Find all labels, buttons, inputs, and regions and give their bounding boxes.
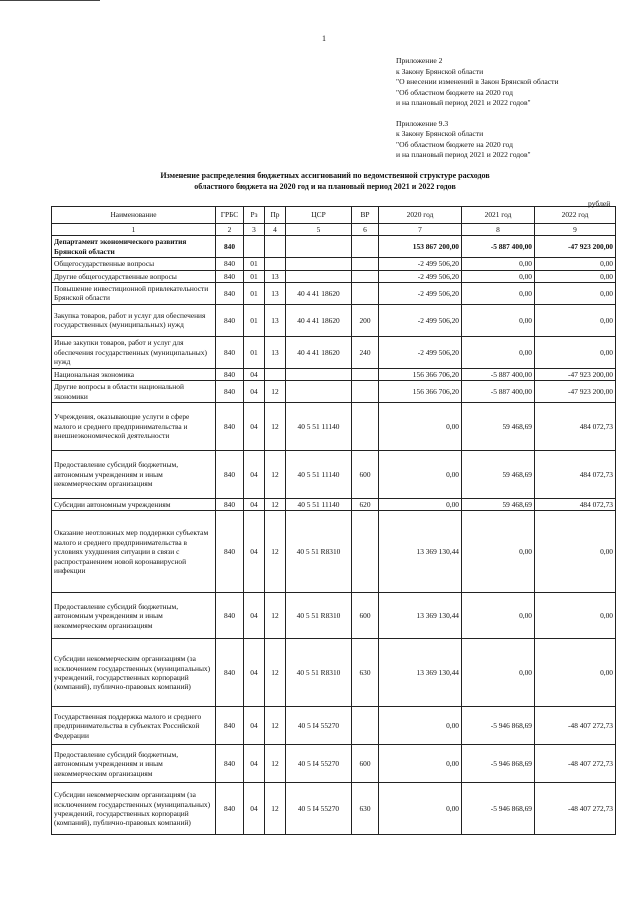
row-csr-cell: 40 4 41 18620	[286, 336, 352, 368]
row-y2022-cell: -48 407 272,73	[535, 707, 616, 745]
header-cell: Наименование	[52, 207, 216, 224]
row-y2020-cell: -2 499 506,20	[379, 283, 462, 305]
row-y2021-cell: -5 946 868,69	[462, 707, 535, 745]
row-vr-cell	[352, 368, 379, 380]
row-name-cell: Повышение инвестиционной привлекательности Брянской области	[52, 283, 216, 305]
row-y2022-cell: -47 923 200,00	[535, 368, 616, 380]
column-number: 4	[265, 224, 286, 236]
row-y2021-cell: 0,00	[462, 593, 535, 639]
row-rz-cell: 04	[244, 639, 265, 707]
appendix-line: "Об областном бюджете на 2020 год	[396, 87, 513, 97]
appendix-block	[396, 56, 626, 161]
row-vr-cell	[352, 511, 379, 593]
row-vr-cell: 240	[352, 336, 379, 368]
row-y2022-cell: -47 923 200,00	[535, 236, 616, 258]
appendix-line: "Об областном бюджете на 2020 год	[396, 139, 513, 149]
row-rz-cell: 04	[244, 368, 265, 380]
row-vr-cell: 600	[352, 451, 379, 499]
row-csr-cell	[286, 270, 352, 282]
row-vr-cell: 630	[352, 783, 379, 835]
row-pr-cell: 12	[265, 593, 286, 639]
appendix-line: "О внесении изменений в Закон Брянской области	[396, 77, 559, 86]
row-name-cell: Общегосударственные вопросы	[52, 258, 216, 270]
column-number: 6	[352, 224, 379, 236]
row-vr-cell	[352, 403, 379, 451]
row-rz-cell: 01	[244, 283, 265, 305]
row-grbs-cell: 840	[216, 381, 244, 403]
row-y2020-cell: 13 369 130,44	[379, 511, 462, 593]
row-pr-cell: 12	[265, 745, 286, 783]
header-cell: 2022 год	[535, 207, 616, 224]
column-number: 9	[535, 224, 616, 236]
row-csr-cell: 40 5 51 R8310	[286, 593, 352, 639]
row-csr-cell: 40 4 41 18620	[286, 283, 352, 305]
row-y2020-cell: -2 499 506,20	[379, 304, 462, 336]
table-row	[52, 639, 616, 707]
row-grbs-cell: 840	[216, 593, 244, 639]
appendix-line: и на плановый период 2021 и 2022 годов"	[396, 150, 531, 159]
row-pr-cell: 12	[265, 511, 286, 593]
row-name-cell: Государственная поддержка малого и среднего предпринимательства в субъектах Российской Федерации	[52, 707, 216, 745]
row-grbs-cell: 840	[216, 258, 244, 270]
column-number-row	[52, 224, 616, 236]
table-row	[52, 368, 616, 380]
row-y2021-cell: -5 887 400,00	[462, 381, 535, 403]
column-number: 1	[52, 224, 216, 236]
row-grbs-cell: 840	[216, 270, 244, 282]
row-y2020-cell: 0,00	[379, 499, 462, 511]
row-grbs-cell: 840	[216, 511, 244, 593]
row-grbs-cell: 840	[216, 283, 244, 305]
row-grbs-cell: 840	[216, 707, 244, 745]
row-y2022-cell: 484 072,73	[535, 499, 616, 511]
row-pr-cell: 13	[265, 336, 286, 368]
row-y2022-cell: 0,00	[535, 258, 616, 270]
row-vr-cell	[352, 270, 379, 282]
row-pr-cell	[265, 236, 286, 258]
appendix-line: к Закону Брянской области	[396, 66, 484, 76]
row-csr-cell: 40 5 I4 55270	[286, 783, 352, 835]
row-csr-cell	[286, 381, 352, 403]
row-name-cell: Другие общегосударственные вопросы	[52, 270, 216, 282]
budget-table	[51, 206, 616, 835]
row-name-cell: Оказание неотложных мер поддержки субъектам малого и среднего предпринимательства в условиях ухудшения ситуации в связи с распространением новой коронавирусной инфекции	[52, 511, 216, 593]
header-cell: 2021 год	[462, 207, 535, 224]
row-rz-cell: 01	[244, 270, 265, 282]
row-y2020-cell: 156 366 706,20	[379, 381, 462, 403]
row-pr-cell: 13	[265, 283, 286, 305]
row-pr-cell: 12	[265, 499, 286, 511]
row-vr-cell	[352, 258, 379, 270]
row-name-cell: Предоставление субсидий бюджетным, автономным учреждениям и иным некоммерческим организациям	[52, 451, 216, 499]
row-grbs-cell: 840	[216, 499, 244, 511]
row-csr-cell	[286, 368, 352, 380]
column-number: 2	[216, 224, 244, 236]
row-vr-cell: 600	[352, 593, 379, 639]
row-y2021-cell: 0,00	[462, 511, 535, 593]
row-grbs-cell: 840	[216, 368, 244, 380]
row-pr-cell: 12	[265, 639, 286, 707]
table-row	[52, 283, 616, 305]
table-row	[52, 451, 616, 499]
header-cell: Рз	[244, 207, 265, 224]
row-pr-cell: 12	[265, 381, 286, 403]
row-pr-cell: 13	[265, 304, 286, 336]
row-y2021-cell: -5 887 400,00	[462, 368, 535, 380]
header-cell: ЦСР	[286, 207, 352, 224]
row-y2021-cell: 59 468,69	[462, 403, 535, 451]
row-y2021-cell: 59 468,69	[462, 499, 535, 511]
row-csr-cell: 40 5 I4 55270	[286, 745, 352, 783]
column-number: 7	[379, 224, 462, 236]
row-rz-cell	[244, 236, 265, 258]
table-row	[52, 745, 616, 783]
title-line: областного бюджета на 2020 год и на плановый период 2021 и 2022 годов	[194, 182, 456, 191]
row-y2021-cell: 0,00	[462, 258, 535, 270]
row-pr-cell	[265, 368, 286, 380]
header-cell: 2020 год	[379, 207, 462, 224]
row-y2020-cell: 13 369 130,44	[379, 593, 462, 639]
row-rz-cell: 04	[244, 783, 265, 835]
row-y2021-cell: -5 946 868,69	[462, 783, 535, 835]
row-y2022-cell: 0,00	[535, 511, 616, 593]
row-y2021-cell: 0,00	[462, 283, 535, 305]
row-pr-cell	[265, 258, 286, 270]
row-csr-cell: 40 5 51 11140	[286, 451, 352, 499]
row-rz-cell: 01	[244, 336, 265, 368]
header-cell: Пр	[265, 207, 286, 224]
row-name-cell: Департамент экономического развития Брянской области	[52, 236, 216, 258]
header-cell: ВР	[352, 207, 379, 224]
row-name-cell: Иные закупки товаров, работ и услуг для обеспечения государственных (муниципальных) нужд	[52, 336, 216, 368]
row-y2022-cell: 0,00	[535, 283, 616, 305]
row-rz-cell: 04	[244, 451, 265, 499]
appendix-line: Приложение 9.3	[396, 118, 449, 128]
row-y2020-cell: -2 499 506,20	[379, 270, 462, 282]
row-rz-cell: 01	[244, 304, 265, 336]
row-y2022-cell: 0,00	[535, 270, 616, 282]
row-name-cell: Другие вопросы в области национальной экономики	[52, 381, 216, 403]
row-pr-cell: 12	[265, 707, 286, 745]
row-y2022-cell: -48 407 272,73	[535, 783, 616, 835]
row-grbs-cell: 840	[216, 236, 244, 258]
row-pr-cell: 12	[265, 451, 286, 499]
table-row	[52, 593, 616, 639]
document-title	[120, 170, 530, 192]
row-name-cell: Предоставление субсидий бюджетным, автономным учреждениям и иным некоммерческим организациям	[52, 745, 216, 783]
row-rz-cell: 04	[244, 403, 265, 451]
row-rz-cell: 04	[244, 745, 265, 783]
appendix-line: и на плановый период 2021 и 2022 годов"	[396, 98, 531, 107]
row-y2022-cell: 0,00	[535, 593, 616, 639]
row-y2021-cell: -5 946 868,69	[462, 745, 535, 783]
row-vr-cell	[352, 381, 379, 403]
row-name-cell: Национальная экономика	[52, 368, 216, 380]
row-name-cell: Закупка товаров, работ и услуг для обеспечения государственных (муниципальных) нужд	[52, 304, 216, 336]
row-csr-cell: 40 5 51 R8310	[286, 639, 352, 707]
row-rz-cell: 04	[244, 511, 265, 593]
row-rz-cell: 04	[244, 593, 265, 639]
table-row	[52, 336, 616, 368]
row-csr-cell	[286, 258, 352, 270]
row-csr-cell: 40 5 I4 55270	[286, 707, 352, 745]
row-y2022-cell: 0,00	[535, 304, 616, 336]
row-grbs-cell: 840	[216, 451, 244, 499]
row-name-cell: Субсидии некоммерческим организациям (за исключением государственных (муниципальных) учреждений, государственных корпораций (компаний), публично-правовых компаний)	[52, 639, 216, 707]
row-y2022-cell: -48 407 272,73	[535, 745, 616, 783]
row-grbs-cell: 840	[216, 639, 244, 707]
header-rule	[0, 0, 100, 3]
row-y2020-cell: 13 369 130,44	[379, 639, 462, 707]
row-vr-cell	[352, 283, 379, 305]
row-name-cell: Учреждения, оказывающие услуги в сфере малого и среднего предпринимательства и внешнеэкономической деятельности	[52, 403, 216, 451]
row-y2021-cell: 0,00	[462, 639, 535, 707]
appendix-line: к Закону Брянской области	[396, 129, 484, 138]
table-row	[52, 270, 616, 282]
row-csr-cell: 40 4 41 18620	[286, 304, 352, 336]
row-grbs-cell: 840	[216, 745, 244, 783]
row-csr-cell	[286, 236, 352, 258]
row-y2021-cell: 0,00	[462, 336, 535, 368]
page-number: 1	[322, 34, 326, 43]
row-rz-cell: 04	[244, 707, 265, 745]
row-name-cell: Предоставление субсидий бюджетным, автономным учреждениям и иным некоммерческим организациям	[52, 593, 216, 639]
row-y2022-cell: 484 072,73	[535, 403, 616, 451]
table-row	[52, 707, 616, 745]
row-csr-cell: 40 5 51 R8310	[286, 511, 352, 593]
row-y2022-cell: 484 072,73	[535, 451, 616, 499]
table-row	[52, 381, 616, 403]
row-vr-cell: 630	[352, 639, 379, 707]
row-rz-cell: 04	[244, 499, 265, 511]
row-y2020-cell: 0,00	[379, 403, 462, 451]
appendix-line: Приложение 2	[396, 56, 443, 65]
row-y2020-cell: 0,00	[379, 707, 462, 745]
column-number: 5	[286, 224, 352, 236]
row-grbs-cell: 840	[216, 336, 244, 368]
row-vr-cell: 620	[352, 499, 379, 511]
title-line: Изменение распределения бюджетных ассигнований по ведомственной структуре расходов	[160, 171, 490, 180]
row-vr-cell: 200	[352, 304, 379, 336]
row-y2021-cell: 59 468,69	[462, 451, 535, 499]
row-csr-cell: 40 5 51 11140	[286, 499, 352, 511]
row-grbs-cell: 840	[216, 403, 244, 451]
row-y2021-cell: -5 887 400,00	[462, 236, 535, 258]
row-y2020-cell: 0,00	[379, 451, 462, 499]
row-rz-cell: 01	[244, 258, 265, 270]
table-row	[52, 304, 616, 336]
table-row	[52, 403, 616, 451]
header-cell: ГРБС	[216, 207, 244, 224]
table-row	[52, 258, 616, 270]
row-y2020-cell: 0,00	[379, 745, 462, 783]
row-vr-cell: 600	[352, 745, 379, 783]
table-row	[52, 499, 616, 511]
row-name-cell: Субсидии некоммерческим организациям (за исключением государственных (муниципальных) учреждений, государственных корпораций (компаний), публично-правовых компаний)	[52, 783, 216, 835]
header-row	[52, 207, 616, 224]
column-number: 8	[462, 224, 535, 236]
row-pr-cell: 12	[265, 783, 286, 835]
row-y2022-cell: -47 923 200,00	[535, 381, 616, 403]
row-y2022-cell: 0,00	[535, 639, 616, 707]
row-vr-cell	[352, 236, 379, 258]
row-y2020-cell: -2 499 506,20	[379, 258, 462, 270]
table-row	[52, 783, 616, 835]
row-pr-cell: 12	[265, 403, 286, 451]
column-number: 3	[244, 224, 265, 236]
row-grbs-cell: 840	[216, 304, 244, 336]
row-y2021-cell: 0,00	[462, 270, 535, 282]
row-pr-cell: 13	[265, 270, 286, 282]
row-y2020-cell: 0,00	[379, 783, 462, 835]
row-name-cell: Субсидии автономным учреждениям	[52, 499, 216, 511]
table-row	[52, 236, 616, 258]
units-label: рублей	[588, 199, 611, 208]
row-grbs-cell: 840	[216, 783, 244, 835]
row-y2020-cell: -2 499 506,20	[379, 336, 462, 368]
row-y2020-cell: 156 366 706,20	[379, 368, 462, 380]
row-y2020-cell: 153 867 200,00	[379, 236, 462, 258]
row-rz-cell: 04	[244, 381, 265, 403]
row-csr-cell: 40 5 51 11140	[286, 403, 352, 451]
row-vr-cell	[352, 707, 379, 745]
row-y2022-cell: 0,00	[535, 336, 616, 368]
row-y2021-cell: 0,00	[462, 304, 535, 336]
table-row	[52, 511, 616, 593]
